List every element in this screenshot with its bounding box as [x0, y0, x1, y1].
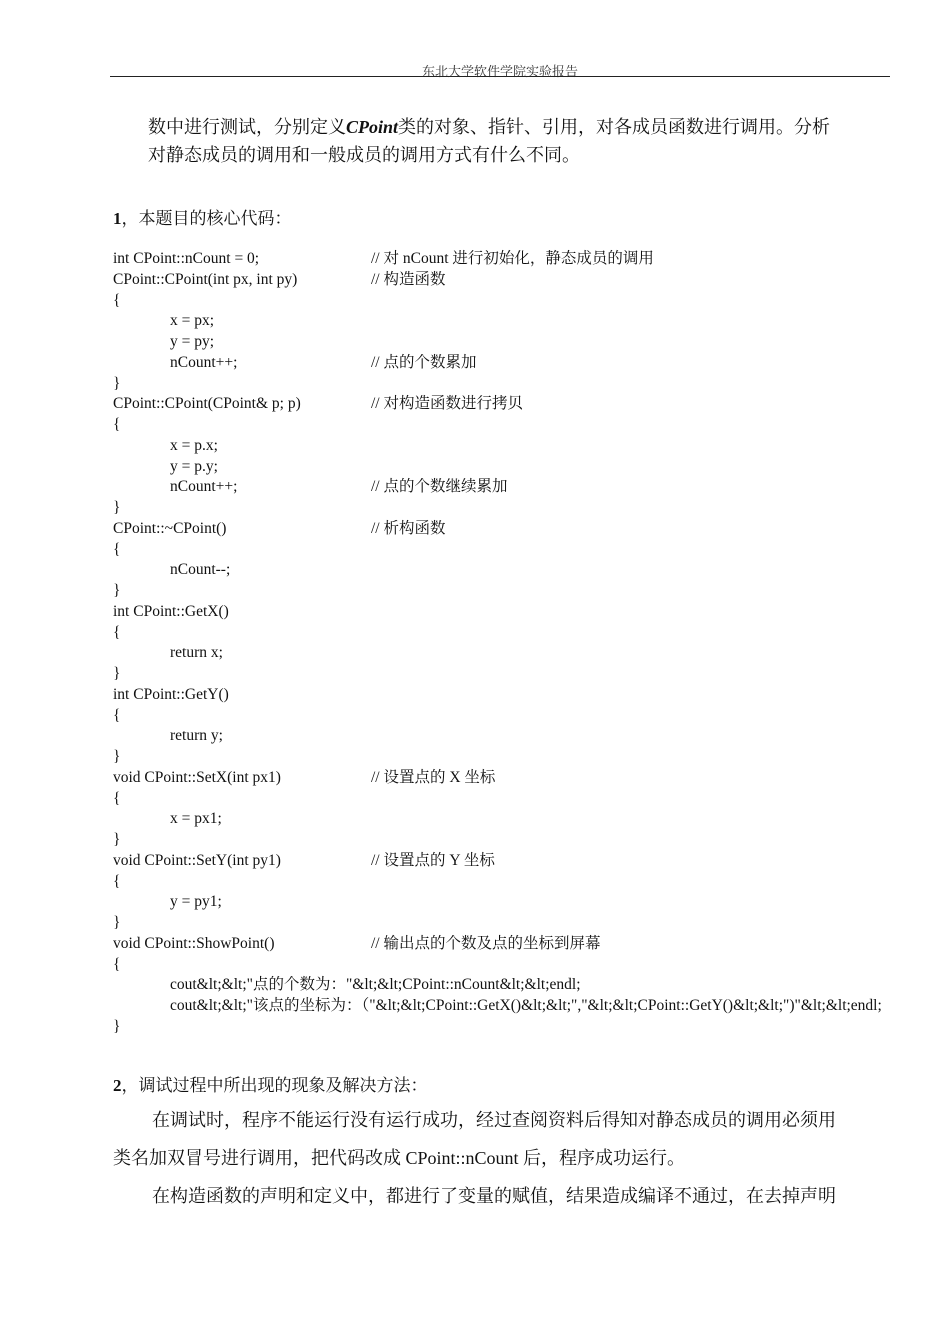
code-line: { [113, 292, 121, 309]
code-line: { [113, 541, 121, 558]
code-line: return x; [170, 644, 223, 661]
code-comment: // 设置点的 X 坐标 [371, 769, 496, 786]
code-line: x = px; [170, 312, 215, 329]
code-line: void CPoint::SetY(int py1) [113, 852, 281, 869]
code-line: } [113, 748, 121, 765]
intro-line-1-pre: 数中进行测试，分别定义 [148, 117, 346, 137]
code-line: nCount++; [170, 478, 238, 495]
code-comment: // 设置点的 Y 坐标 [371, 852, 495, 869]
code-comment: // 点的个数累加 [371, 354, 477, 371]
code-comment: // 对 nCount 进行初始化，静态成员的调用 [371, 250, 654, 267]
paragraph-3: 在构造函数的声明和定义中，都进行了变量的赋值，结果造成编译不通过，在去掉声明 [152, 1186, 836, 1206]
intro-class-name: CPoint [346, 117, 399, 137]
code-line: void CPoint::SetX(int px1) [113, 769, 281, 786]
code-line: } [113, 375, 121, 392]
code-line: y = p.y; [170, 458, 218, 475]
code-line: { [113, 790, 121, 807]
code-line: } [113, 665, 121, 682]
code-line: void CPoint::ShowPoint() [113, 935, 275, 952]
code-line: nCount--; [170, 561, 231, 578]
code-line: { [113, 416, 121, 433]
code-line: } [113, 1018, 121, 1035]
code-line: cout&lt;&lt;"点的个数为："&lt;&lt;CPoint::nCount&lt;&lt;endl; [170, 976, 581, 993]
code-line: { [113, 873, 121, 890]
code-line: } [113, 582, 121, 599]
section-1-number: 1 [113, 209, 122, 228]
intro-line-1 [148, 113, 830, 139]
paragraph-2: 类名加双冒号进行调用，把代码改成 CPoint::nCount 后，程序成功运行。 [113, 1148, 686, 1168]
section-1-title: ，本题目的核心代码： [121, 209, 292, 228]
page-header-title: 东北大学软件学院实验报告 [421, 64, 578, 79]
code-line: x = px1; [170, 810, 222, 827]
code-line: nCount++; [170, 354, 238, 371]
code-line: y = py1; [170, 893, 222, 910]
code-line: } [113, 499, 121, 516]
paragraph-1: 在调试时，程序不能运行没有运行成功，经过查阅资料后得知对静态成员的调用必须用 [152, 1110, 836, 1130]
section-2-title: ，调试过程中所出现的现象及解决方法： [121, 1076, 428, 1095]
code-line: cout&lt;&lt;"该点的坐标为：（"&lt;&lt;CPoint::GetX()&lt;&lt;","&lt;&lt;CPoint::GetY()&lt;&lt;")"&lt;&lt;endl; [170, 997, 882, 1014]
code-comment: // 析构函数 [371, 520, 446, 537]
section-2-heading [113, 1071, 428, 1096]
code-line: CPoint::~CPoint() [113, 520, 227, 537]
code-comment: // 构造函数 [371, 271, 446, 288]
code-line: CPoint::CPoint(CPoint& p; p) [113, 395, 301, 412]
code-line: } [113, 831, 121, 848]
code-line: int CPoint::GetX() [113, 603, 229, 620]
code-line: int CPoint::nCount = 0; [113, 250, 260, 267]
code-line: } [113, 914, 121, 931]
code-comment: // 点的个数继续累加 [371, 478, 508, 495]
section-2-number: 2 [113, 1076, 122, 1095]
code-line: { [113, 707, 121, 724]
code-line: return y; [170, 727, 223, 744]
intro-line-1-post: 类的对象、指针、引用，对各成员函数进行调用。分析 [398, 117, 831, 137]
section-1-heading [113, 204, 292, 229]
code-line: x = p.x; [170, 437, 218, 454]
code-comment: // 对构造函数进行拷贝 [371, 395, 523, 412]
code-line: y = py; [170, 333, 215, 350]
code-line: { [113, 624, 121, 641]
header-rule [110, 76, 890, 77]
code-line: { [113, 956, 121, 973]
code-line: int CPoint::GetY() [113, 686, 229, 703]
code-comment: // 输出点的个数及点的坐标到屏幕 [371, 935, 601, 952]
code-line: CPoint::CPoint(int px, int py) [113, 271, 298, 288]
intro-line-2: 对静态成员的调用和一般成员的调用方式有什么不同。 [148, 145, 580, 165]
